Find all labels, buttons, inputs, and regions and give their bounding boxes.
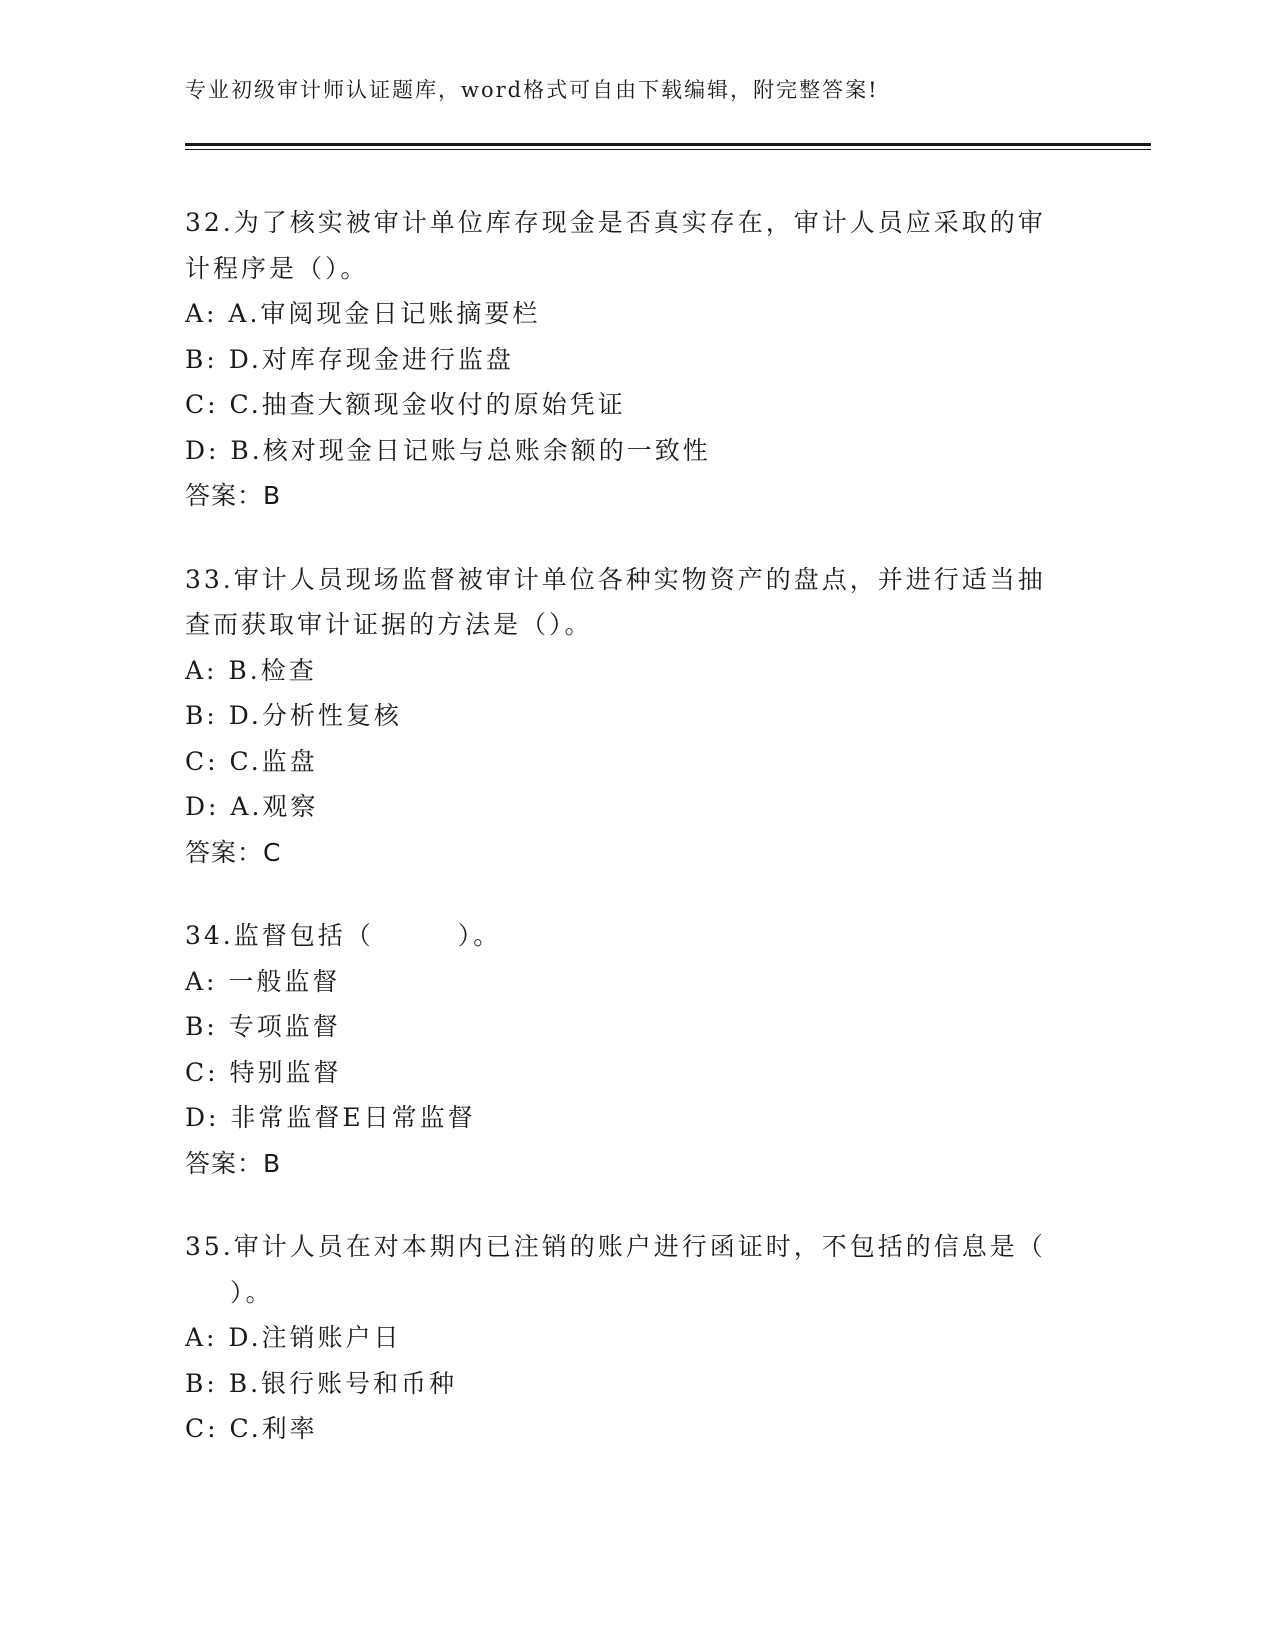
question-text-line: 34.监督包括（ ）。 xyxy=(185,921,502,950)
option-c: C: 特别监督 xyxy=(185,1057,342,1087)
option-b: B: D.分析性复核 xyxy=(185,701,402,730)
question-35 xyxy=(185,1224,1085,1452)
option-d: D: B.核对现金日记账与总账余额的一致性 xyxy=(185,435,711,465)
question-text-line: ）。 xyxy=(230,1277,274,1307)
option-a: A: 一般监督 xyxy=(185,966,341,996)
answer: 答案：B xyxy=(185,1148,282,1178)
answer: 答案：C xyxy=(185,837,282,867)
answer: 答案：B xyxy=(185,481,282,510)
option-b: B: D.对库存现金进行监盘 xyxy=(185,344,514,374)
option-a: A: D.注销账户日 xyxy=(185,1323,402,1352)
question-33 xyxy=(185,557,1085,876)
option-a: A: A.审阅现金日记账摘要栏 xyxy=(185,299,541,328)
option-c: C: C.监盘 xyxy=(185,746,318,776)
question-list xyxy=(185,200,1085,1490)
question-32 xyxy=(185,200,1085,519)
header-rule-thin xyxy=(185,149,1151,150)
question-text-line: 计程序是（）。 xyxy=(185,253,369,283)
option-b: B: B.银行账号和币种 xyxy=(185,1368,458,1398)
option-b: B: 专项监督 xyxy=(185,1012,341,1041)
option-c: C: C.利率 xyxy=(185,1414,318,1443)
question-text-line: 查而获取审计证据的方法是（）。 xyxy=(185,610,593,639)
question-text-line: 32.为了核实被审计单位库存现金是否真实存在，审计人员应采取的审 xyxy=(185,208,1046,237)
header-rule-thick xyxy=(185,143,1151,146)
question-text-line: 33.审计人员现场监督被审计单位各种实物资产的盘点，并进行适当抽 xyxy=(185,564,1046,594)
question-34 xyxy=(185,913,1085,1186)
option-a: A: B.检查 xyxy=(185,655,317,685)
option-d: D: 非常监督E日常监督 xyxy=(185,1103,476,1132)
page-header: 专业初级审计师认证题库，word格式可自由下载编辑，附完整答案! xyxy=(185,78,879,102)
option-c: C: C.抽查大额现金收付的原始凭证 xyxy=(185,390,626,419)
option-d: D: A.观察 xyxy=(185,792,319,821)
question-text-line: 35.审计人员在对本期内已注销的账户进行函证时，不包括的信息是（ xyxy=(185,1232,1046,1261)
